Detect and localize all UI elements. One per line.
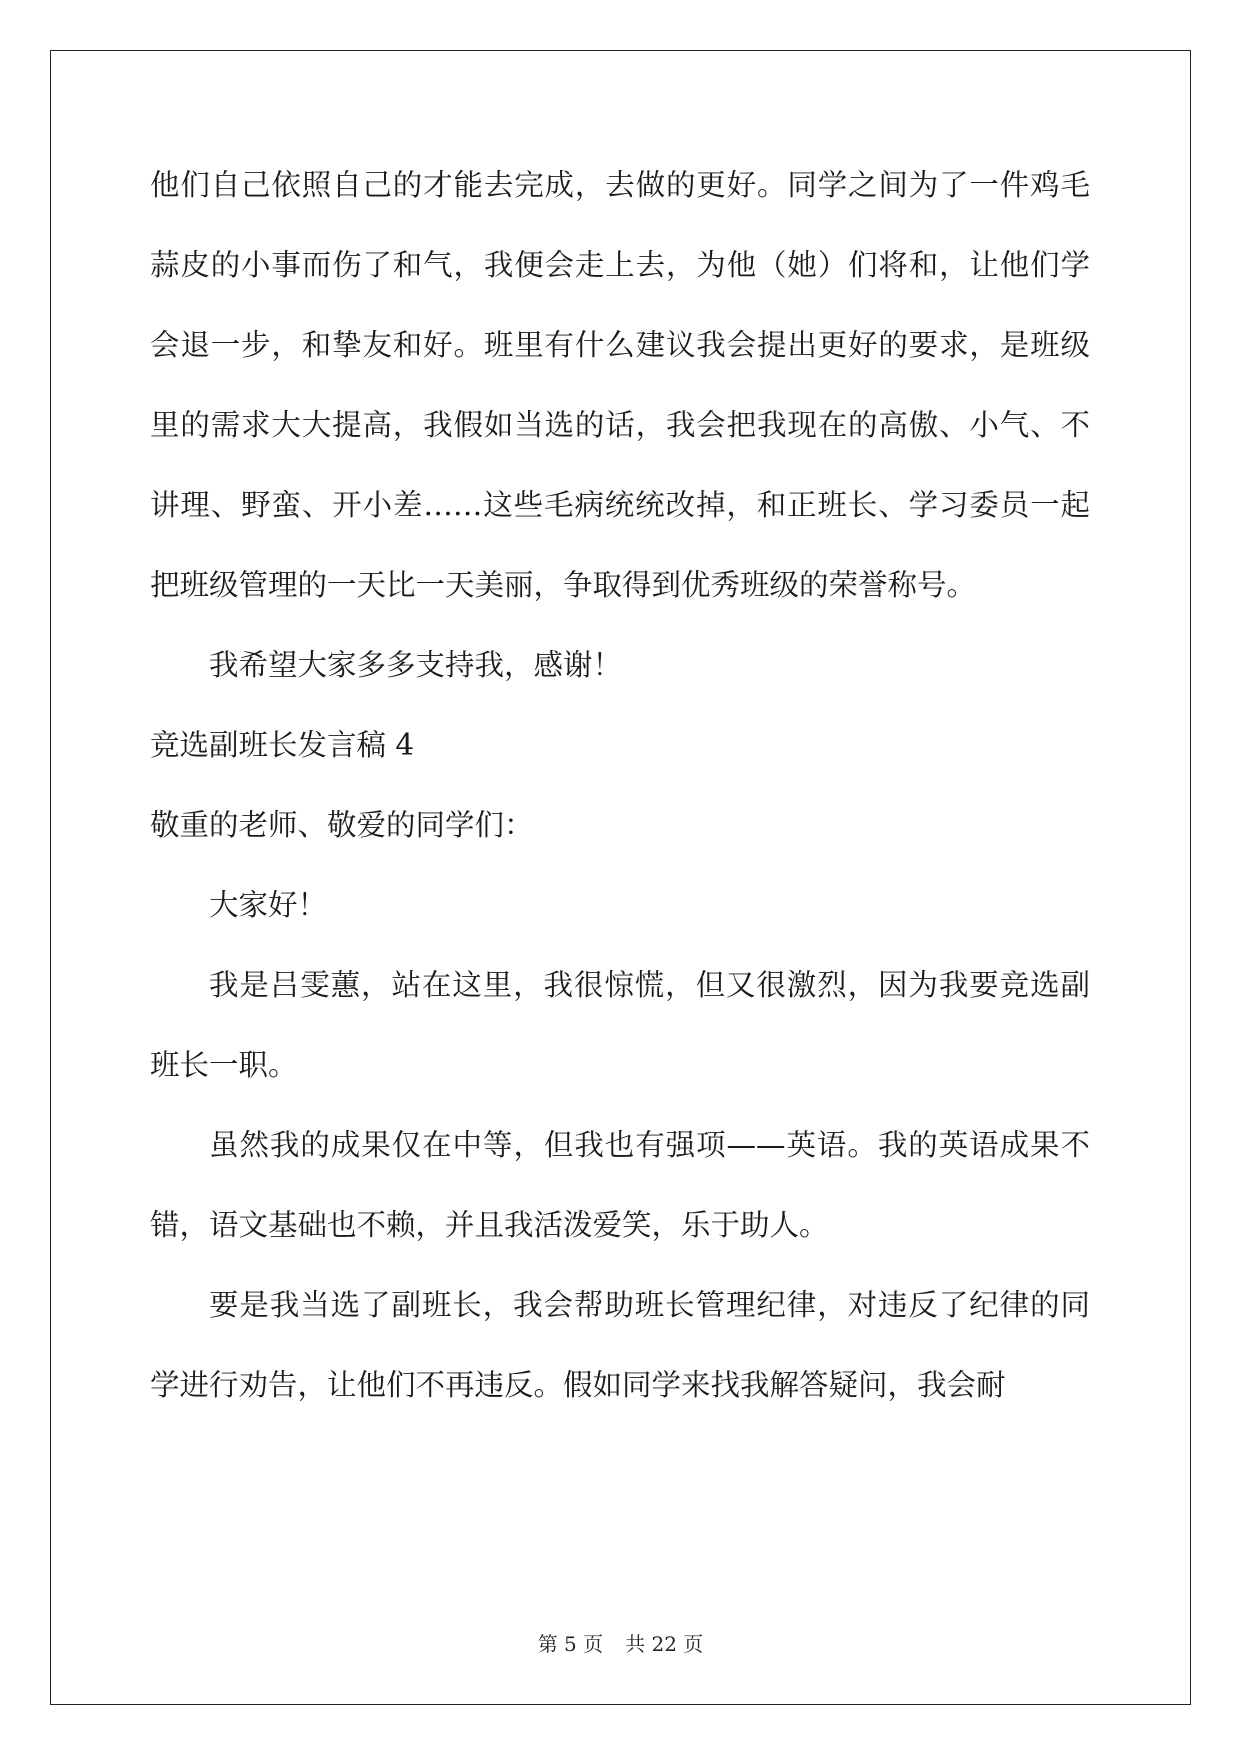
paragraph-continuation: 他们自己依照自己的才能去完成，去做的更好。同学之间为了一件鸡毛蒜皮的小事而伤了和气，我便会走上去，为他（她）们将和，让他们学会退一步，和挚友和好。班里有什么建议我会提出更好的要求，是班级里的需求大大提高，我假如当选的话，我会把我现在的高傲、小气、不讲理、野蛮、开小差……这些毛病统统改掉，和正班长、学习委员一起把班级管理的一天比一天美丽，争取得到优秀班级的荣誉称号。: [150, 168, 1090, 602]
paragraph-plans: 要是我当选了副班长，我会帮助班长管理纪律，对违反了纪律的同学进行劝告，让他们不再违反。假如同学来找我解答疑问，我会耐: [150, 1288, 1090, 1402]
page-footer: [0, 1631, 1241, 1657]
page-number: 第 5 页: [537, 1632, 604, 1656]
paragraph-strengths: 虽然我的成果仅在中等，但我也有强项——英语。我的英语成果不错，语文基础也不赖，并且我活泼爱笑，乐于助人。: [150, 1128, 1090, 1242]
paragraph-introduction: 我是吕雯蕙，站在这里，我很惊慌，但又很激烈，因为我要竞选副班长一职。: [150, 968, 1090, 1082]
document-body: [150, 145, 1090, 1425]
salutation: 敬重的老师、敬爱的同学们：: [150, 808, 534, 842]
paragraph-support-request: 我希望大家多多支持我，感谢！: [209, 648, 623, 682]
page-total: 共 22 页: [625, 1632, 704, 1656]
greeting: 大家好！: [209, 888, 328, 922]
section-heading: 竞选副班长发言稿 4: [150, 728, 415, 762]
